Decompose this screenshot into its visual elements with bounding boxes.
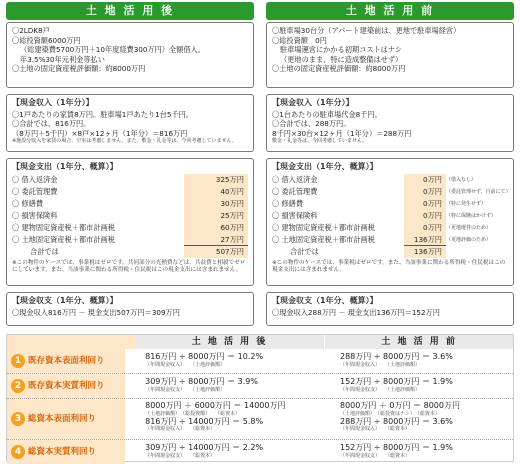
calc-before: 152万円 ÷ 8000万円 ＝ 1.9% [339,443,453,452]
before-balance-line: 〇現金収入288万円 － 現金支出136万円＝152万円 [272,307,440,317]
calc-after: 309万円 ÷ 8000万円 ＝ 3.9% [145,377,258,386]
table-row [7,440,513,464]
after-expense-note: ※この物件のケースでは、事業税はゼロです。共同部分の光熱費などは、共益費と相殺でゼロにしています。また、当該事業に関わる所得税・住民税はこの現金支出には含まれません。 [12,259,246,274]
expense-value: 0万円 [404,186,446,198]
expense-total-value: 507万円 [184,246,248,258]
expense-label: 〇 建物固定資産税＋都市計画税 [12,222,115,232]
before-expense-title: 【現金支出（1年分、概算）】 [272,162,378,171]
after-balance-box [6,292,254,326]
expense-label: 〇 修繕費 [12,198,44,208]
expense-label: 〇 土地固定資産税＋都市計画税 [12,234,115,244]
before-expense-box [266,158,514,286]
before-income-line: 〇合計では、288万円。 [272,119,351,129]
expense-label: 〇 土地固定資産税＋都市計画税 [272,234,375,244]
expense-label: 〇 委託管理費 [272,186,318,196]
row-number: 1 [11,354,25,368]
before-header: 土 地 活 用 前 [266,2,514,20]
row-label: 総資本表面利回り [28,414,97,424]
expense-value: 0万円 [404,210,446,222]
expense-value: 27万円 [184,234,248,246]
table-col-after: 土 地 活 用 後 [135,335,325,349]
calc-after-2: 816万円 ÷ 14000万円 ＝ 5.8% [145,416,264,426]
expense-value: 30万円 [184,198,248,210]
expense-label: 〇 建物固定資産税＋都市計画税 [272,222,375,232]
comparison-table [6,334,514,462]
expense-label: 〇 損害保険料 [272,210,318,220]
row-number: 3 [11,412,25,426]
expense-total-value: 136万円 [404,246,446,258]
after-overview-line: 年3.5%30年元利金等払い [20,54,105,64]
before-overview-box [266,22,514,88]
after-overview-line: 〇総投資額6000万円 [12,35,81,45]
row-label: 既存資本表面利回り [28,356,105,366]
calc-before-sub: （土地評価額） （総投資はナシ） （総資本） [339,410,440,417]
before-income-line: 〇1台あたりの駐車場代金8千円。 [272,109,382,119]
row-number: 4 [11,445,25,459]
before-overview-line: 〇総投資額 0円 [272,35,327,45]
after-overview-line: （総建築費5700万円＋10年度経費300万円）全額借入。 [20,45,205,54]
expense-note: （特に保険はかけず） [446,212,497,219]
after-income-line: 〇1戸あたりの家賃8万円。駐車場1戸あたり1台5千円。 [12,109,193,119]
after-income-box [6,94,254,152]
after-income-title: 【現金収入（1年分）】 [12,98,94,107]
after-expense-title: 【現金支出（1年分、概算）】 [12,162,118,171]
expense-note: （借入なし） [446,176,477,183]
expense-value: 25万円 [184,210,248,222]
calc-before-sub: （年間現金収入） （土地評価額） [339,361,420,368]
table-row [7,349,513,374]
before-income-title: 【現金収入（1年分）】 [272,98,354,107]
after-income-line: （8万円＋5千円）×8戸×12ヶ月（1年分）＝816万円 [12,128,188,138]
after-overview-box [6,22,254,88]
calc-before-sub: （年間現金収支） （土地評価額） [339,386,420,393]
calc-after: 816万円 ÷ 8000万円 ＝ 10.2% [145,352,264,361]
table-row [7,374,513,399]
after-header: 土 地 活 用 後 [6,2,254,20]
calc-before: 152万円 ÷ 8000万円 ＝ 1.9% [339,377,453,386]
calc-after-sub: （年間現金収支） （総資本） [145,452,216,459]
expense-value: 136万円 [404,234,446,246]
before-balance-title: 【現金収支（1年分、概算）】 [272,296,378,305]
calc-after-2-sub: （年間現金収入） （総資本） [145,426,216,433]
row-number: 2 [11,379,25,393]
calc-after-sub: （土地評価額） （総投資額） （総資本） [145,410,241,417]
calc-after-sub: （年間現金収入） （土地評価額） [145,361,226,368]
expense-note: （更地評価のため） [446,236,492,243]
expense-value: 0万円 [404,198,446,210]
expense-label: 〇 委託管理費 [12,186,58,196]
before-overview-line: 〇土地の固定資産税評価額：約8000万円 [272,64,406,73]
after-balance-title: 【現金収支（1年分、概算）】 [12,296,118,305]
after-expense-box [6,158,254,286]
expense-total-label: 合計では [30,246,59,256]
before-overview-line: （更地のまま、特に造成整備はせず） [280,54,403,64]
before-overview-line: 〇駐車場30台分（アパート建築前は、更地で駐車場経営） [272,26,461,35]
calc-after-sub: （年間現金収支） （土地評価額） [145,386,226,393]
before-income-box [266,94,514,152]
after-overview-line: 〇2LDK8戸 [12,26,50,35]
after-overview-line: 〇土地の固定資産税評価額：約8000万円 [12,64,146,73]
expense-value: 0万円 [404,174,446,186]
expense-label: 〇 修繕費 [272,198,304,208]
before-income-note: 敷金・礼金等は、今回考慮していません。 [272,138,368,145]
expense-note: （特に発生せず） [446,200,487,207]
expense-label: 〇 損害保険料 [12,210,58,220]
expense-label: 〇 借入返済金 [12,174,58,184]
calc-before-sub: （年間現金収支） （総資本） [339,452,410,459]
calc-before-2-sub: （年間現金収入） （総資本） [339,426,410,433]
expense-value: 60万円 [184,222,248,234]
table-row [7,399,513,440]
row-label: 既存資本実質利回り [28,381,105,391]
after-income-line: 〇合計では、816万円。 [12,119,91,129]
expense-value: 325万円 [184,174,248,186]
expense-note: （更地運営のため） [446,224,492,231]
after-balance-line: 〇現金収入816万円 － 現金支出507万円＝309万円 [12,307,180,317]
calc-before-2: 288万円 ÷ 8000万円 ＝ 3.6% [339,416,453,426]
calc-after: 309万円 ÷ 14000万円 ＝ 2.2% [145,443,264,452]
after-income-note: ※施設分収入を家賃の場合、空室は考慮しません。また、敷金・礼金等は、今回考慮していません。 [12,138,237,145]
expense-value: 40万円 [184,186,248,198]
before-expense-note: ※この物件のケースでは、事業税はゼロです。また、当該事業に関わる所得税・住民税はこの現金支出には含まれません。 [272,259,506,274]
expense-label: 〇 借入返済金 [272,174,318,184]
calc-after: 8000万円 ＋ 6000万円 ＝ 14000万円 [145,401,286,410]
expense-note: （委託管理せず、自前にて） [446,188,511,195]
before-income-line: 8千円×30台×12ヶ月（1年分）＝288万円 [272,128,412,138]
expense-total-label: 合計では [290,246,319,256]
expense-value: 0万円 [404,222,446,234]
calc-before: 8000万円 ＋ 0万円 ＝ 8000万円 [339,401,460,410]
before-overview-line: 駐車場運営にかかる初期コストはナシ [280,45,403,54]
row-label: 総資本実質利回り [28,447,97,457]
calc-before: 288万円 ÷ 8000万円 ＝ 3.6% [339,352,453,361]
before-balance-box [266,292,514,326]
table-col-before: 土 地 活 用 前 [324,335,513,349]
